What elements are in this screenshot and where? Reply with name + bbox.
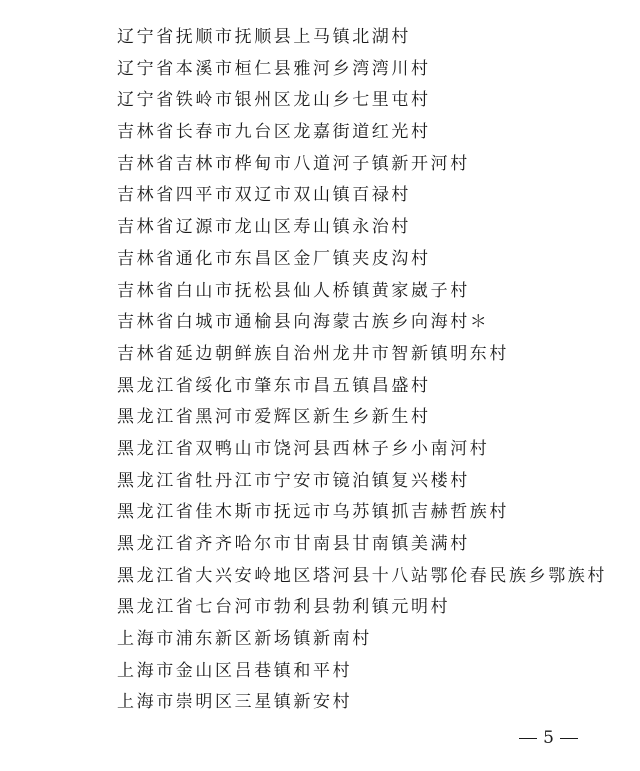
page-number-dash-right bbox=[560, 738, 578, 739]
list-item: 上海市崇明区三星镇新安村 bbox=[117, 692, 353, 713]
page-number-dash-left bbox=[519, 738, 537, 739]
list-item: 黑龙江省佳木斯市抚远市乌苏镇抓吉赫哲族村 bbox=[117, 502, 509, 523]
list-item: 黑龙江省绥化市肇东市昌五镇昌盛村 bbox=[117, 375, 431, 396]
list-item: 黑龙江省七台河市勃利县勃利镇元明村 bbox=[117, 597, 451, 618]
list-item: 黑龙江省双鸭山市饶河县西林子乡小南河村 bbox=[117, 438, 490, 459]
list-item: 吉林省吉林市桦甸市八道河子镇新开河村 bbox=[117, 153, 470, 174]
village-list bbox=[117, 22, 607, 719]
page-footer bbox=[0, 728, 584, 748]
list-item: 辽宁省铁岭市银州区龙山乡七里屯村 bbox=[117, 90, 431, 111]
list-item: 上海市金山区吕巷镇和平村 bbox=[117, 660, 353, 681]
list-item: 辽宁省本溪市桓仁县雅河乡湾湾川村 bbox=[117, 58, 431, 79]
list-item: 吉林省白山市抚松县仙人桥镇黄家崴子村 bbox=[117, 280, 470, 301]
list-item: 黑龙江省黑河市爱辉区新生乡新生村 bbox=[117, 407, 431, 428]
list-item: 吉林省四平市双辽市双山镇百禄村 bbox=[117, 185, 411, 206]
list-item: 吉林省白城市通榆县向海蒙古族乡向海村＊ bbox=[117, 312, 490, 333]
list-item: 黑龙江省大兴安岭地区塔河县十八站鄂伦春民族乡鄂族村 bbox=[117, 565, 607, 586]
list-item: 上海市浦东新区新场镇新南村 bbox=[117, 629, 372, 650]
list-item: 吉林省长春市九台区龙嘉街道红光村 bbox=[117, 122, 431, 143]
list-item: 吉林省通化市东昌区金厂镇夹皮沟村 bbox=[117, 248, 431, 269]
list-item: 辽宁省抚顺市抚顺县上马镇北湖村 bbox=[117, 27, 411, 47]
list-item: 吉林省延边朝鲜族自治州龙井市智新镇明东村 bbox=[117, 343, 509, 364]
list-item: 黑龙江省齐齐哈尔市甘南县甘南镇美满村 bbox=[117, 534, 470, 554]
list-item: 黑龙江省牡丹江市宁安市镜泊镇复兴楼村 bbox=[117, 470, 470, 491]
page-number: 5 bbox=[543, 728, 554, 748]
list-item: 吉林省辽源市龙山区寿山镇永治村 bbox=[117, 217, 411, 238]
